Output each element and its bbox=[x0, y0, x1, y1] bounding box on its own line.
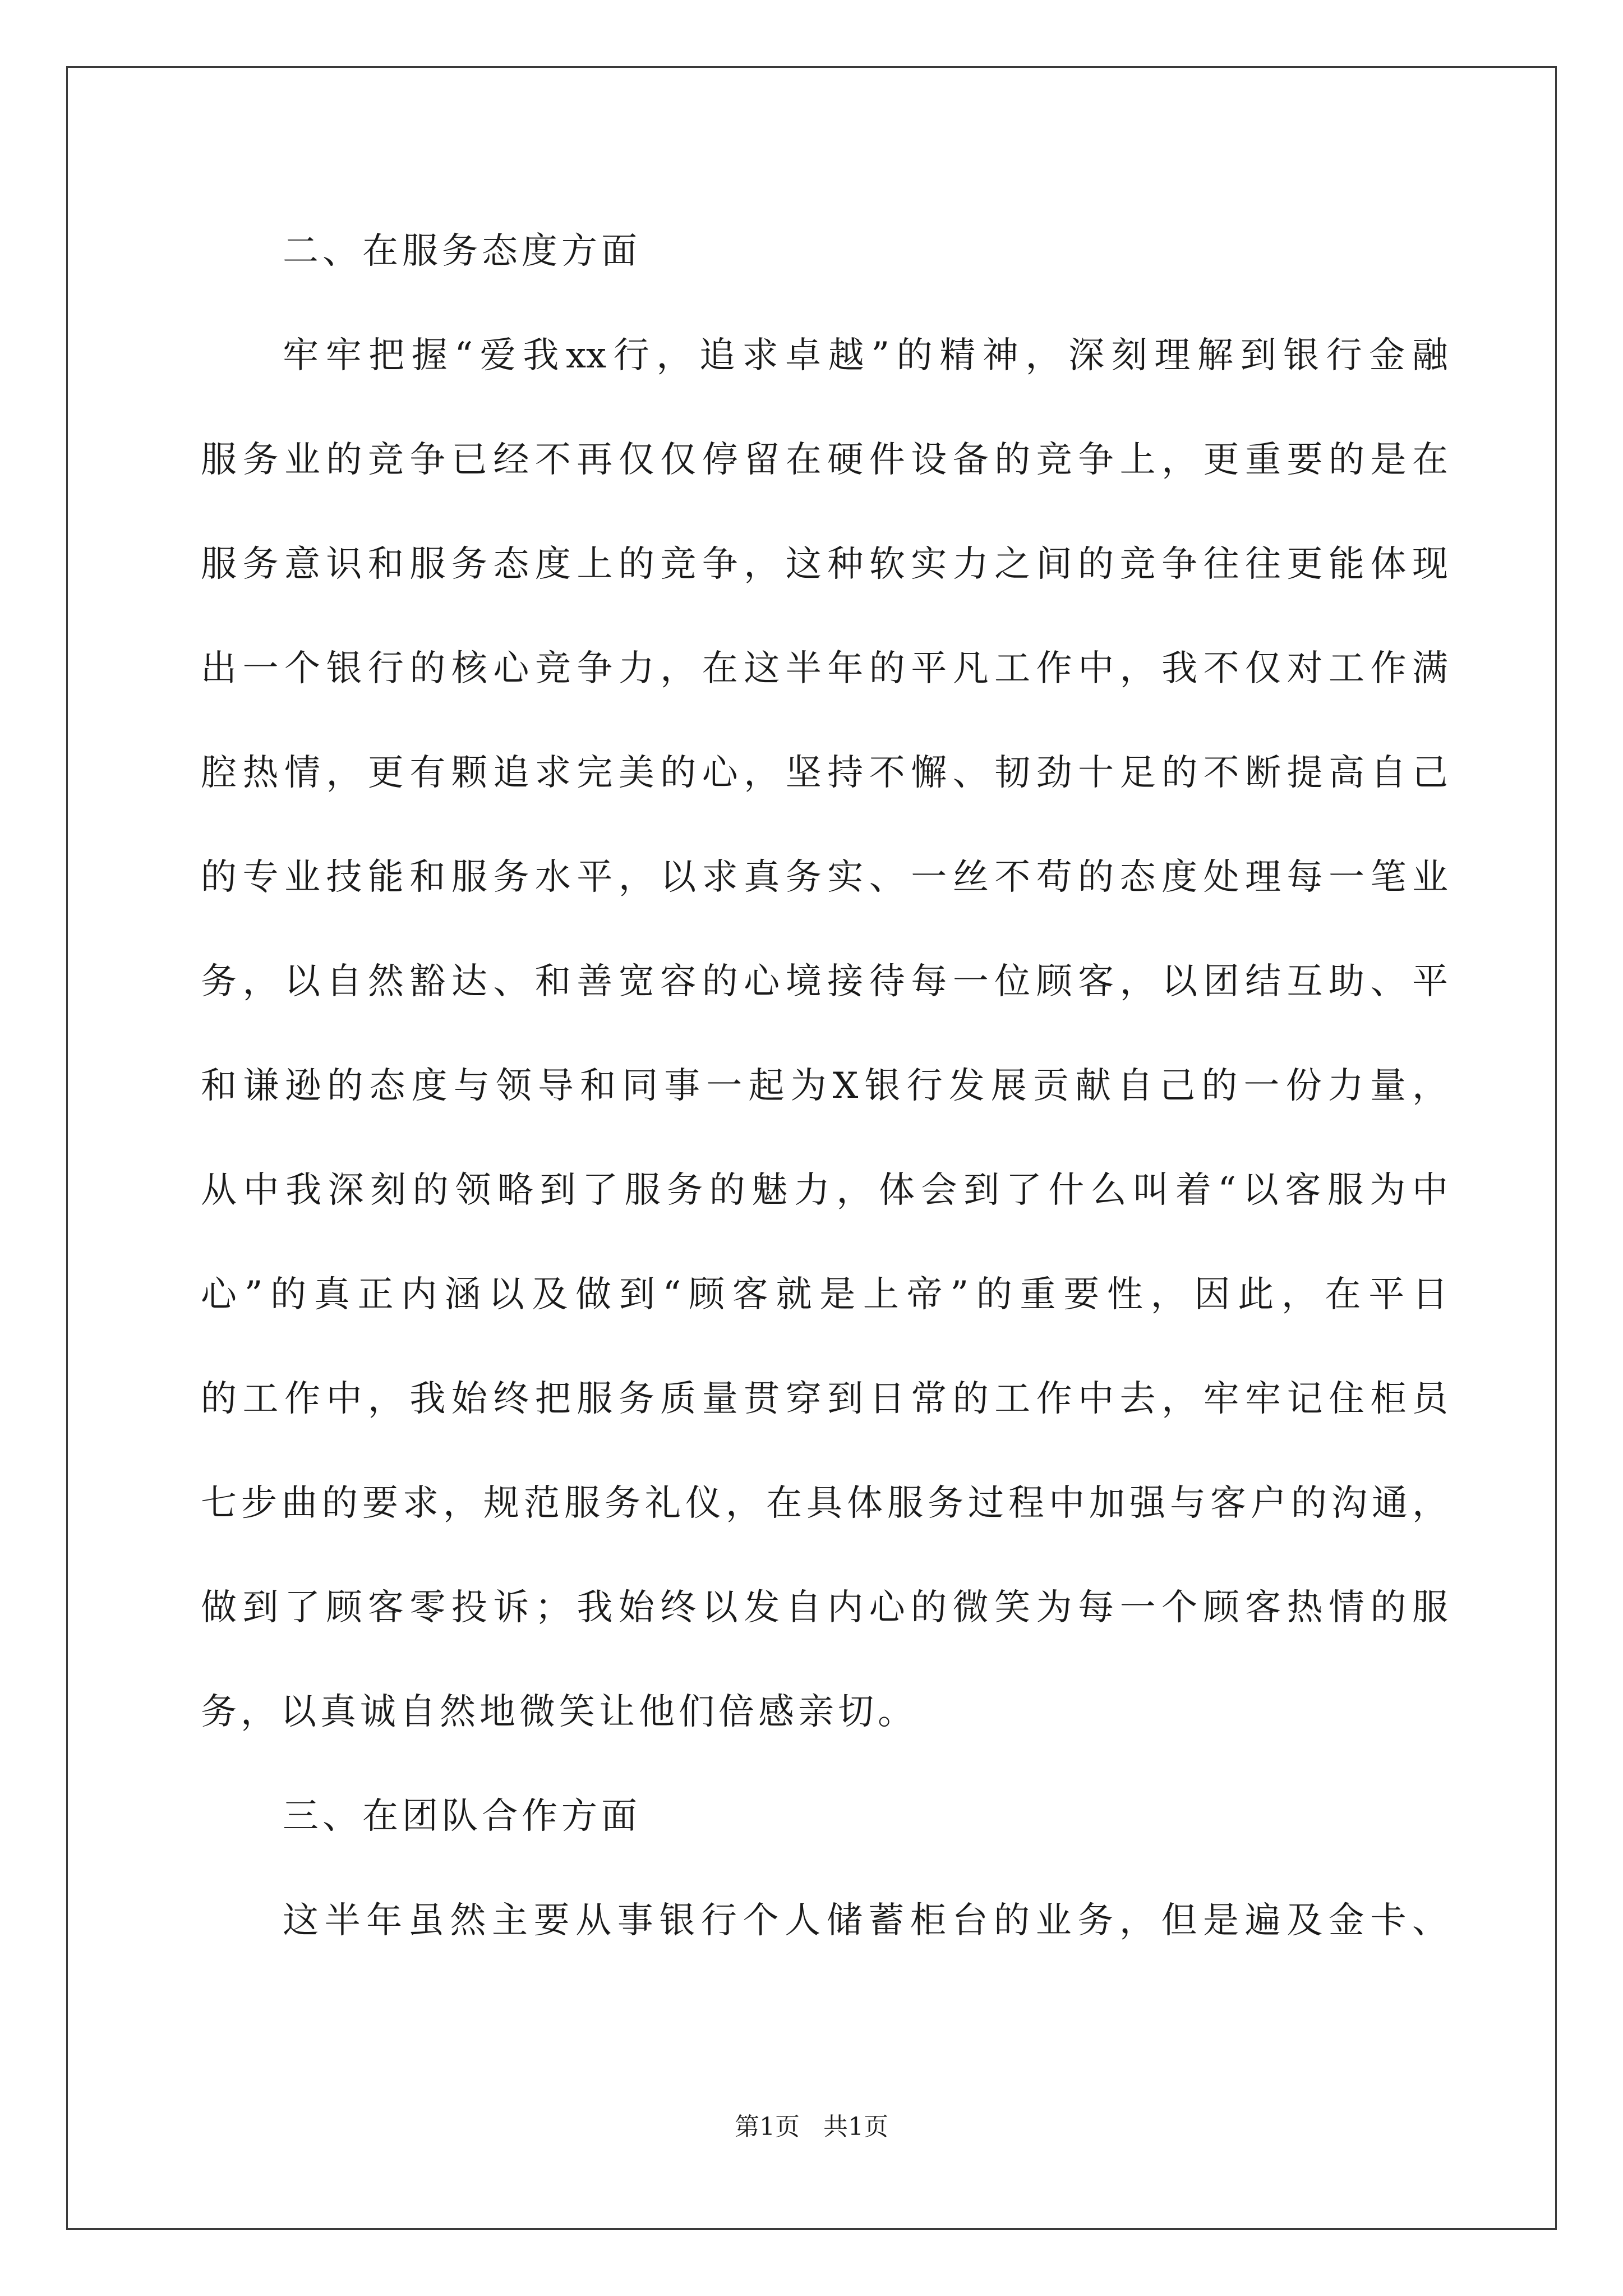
section-heading: 二、在服务态度方面 bbox=[283, 231, 641, 272]
paragraph-line: 服务业的竞争已经不再仅仅停留在硬件设备的竞争上，更重要的是在 bbox=[201, 439, 1448, 481]
paragraph-line: 这半年虽然主要从事银行个人储蓄柜台的业务，但是遍及金卡、 bbox=[283, 1900, 1448, 1941]
section-heading: 三、在团队合作方面 bbox=[283, 1796, 641, 1837]
paragraph-line: 的专业技能和服务水平，以求真务实、一丝不苟的态度处理每一笔业 bbox=[201, 857, 1448, 898]
paragraph-line: 的工作中，我始终把服务质量贯穿到日常的工作中去，牢牢记住柜员 bbox=[201, 1378, 1448, 1420]
paragraph-line: 务，以真诚自然地微笑让他们倍感亲切。 bbox=[201, 1691, 917, 1733]
paragraph-line: 腔热情，更有颗追求完美的心，坚持不懈、韧劲十足的不断提高自己 bbox=[201, 752, 1448, 794]
paragraph-line: 务，以自然豁达、和善宽容的心境接待每一位顾客，以团结互助、平 bbox=[201, 961, 1448, 1002]
paragraph-line: 出一个银行的核心竞争力，在这半年的平凡工作中，我不仅对工作满 bbox=[201, 648, 1448, 689]
paragraph-line: 牢牢把握“爱我xx行，追求卓越”的精神，深刻理解到银行金融 bbox=[283, 335, 1448, 376]
paragraph-line: 从中我深刻的领略到了服务的魅力，体会到了什么叫着“以客服为中 bbox=[201, 1170, 1448, 1211]
paragraph-line: 和谦逊的态度与领导和同事一起为X银行发展贡献自己的一份力量， bbox=[201, 1065, 1448, 1107]
document-body bbox=[201, 199, 1448, 1973]
paragraph-line: 做到了顾客零投诉；我始终以发自内心的微笑为每一个顾客热情的服 bbox=[201, 1587, 1448, 1628]
paragraph-line: 七步曲的要求，规范服务礼仪，在具体服务过程中加强与客户的沟通， bbox=[201, 1483, 1448, 1524]
page-footer: 第1页 共1页 bbox=[735, 2113, 888, 2141]
paragraph-line: 心”的真正内涵以及做到“顾客就是上帝”的重要性，因此，在平日 bbox=[201, 1274, 1448, 1315]
paragraph-line: 服务意识和服务态度上的竞争，这种软实力之间的竞争往往更能体现 bbox=[201, 544, 1448, 585]
